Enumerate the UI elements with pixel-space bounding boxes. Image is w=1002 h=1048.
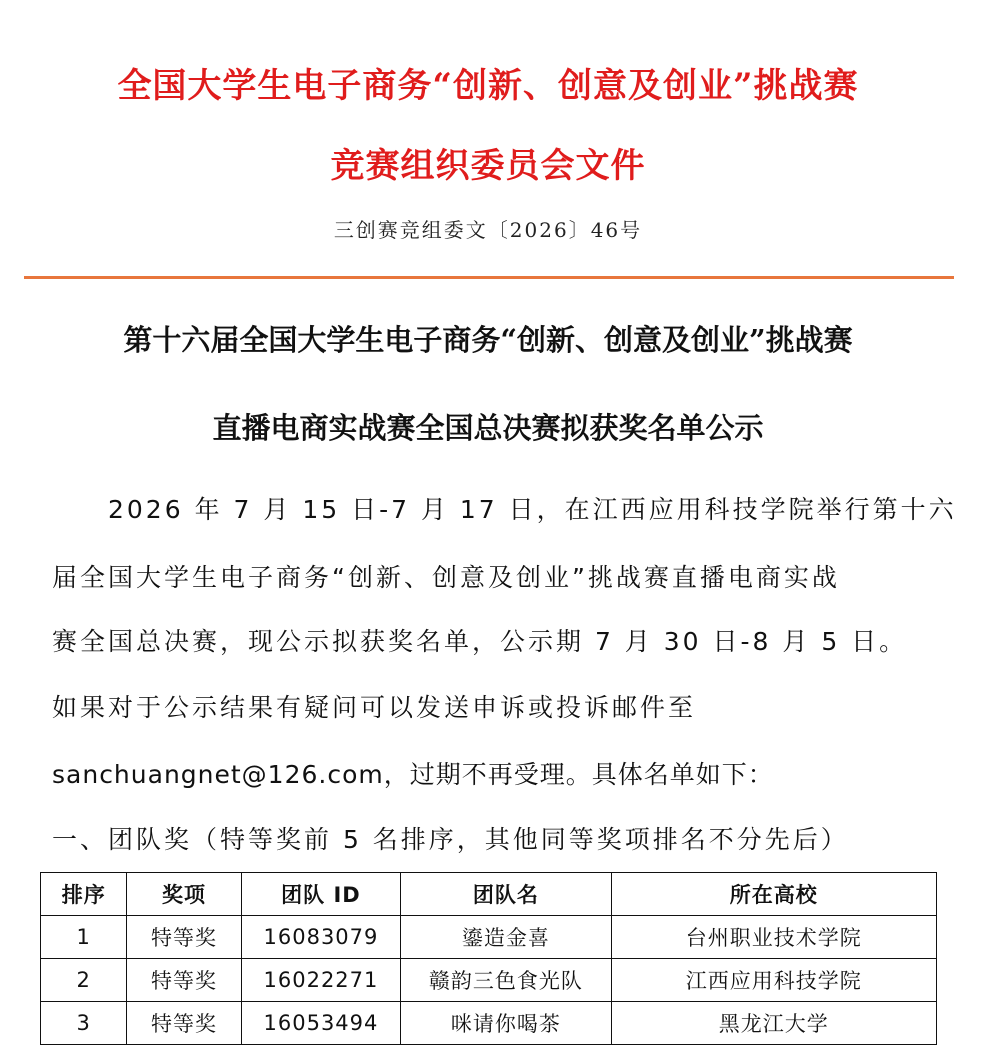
- header-team-id: 团队 ID: [241, 873, 401, 916]
- body-text-line: 2026 年 7 月 15 日-7 月 17 日，在江西应用科技学院举行第十六: [108, 495, 957, 524]
- cell-school: 江西应用科技学院: [611, 959, 936, 1002]
- header-rank: 排序: [41, 873, 127, 916]
- cell-school: 台州职业技术学院: [611, 916, 936, 959]
- body-text-line: 如果对于公示结果有疑问可以发送申诉或投诉邮件至: [52, 693, 697, 722]
- cell-team-name: 咪请你喝茶: [401, 1002, 611, 1045]
- table-row: [41, 916, 937, 959]
- body-text-line: 赛全国总决赛，现公示拟获奖名单，公示期 7 月 30 日-8 月 5 日。: [52, 627, 908, 656]
- awards-table: [40, 872, 937, 1045]
- cell-team-id: 16022271: [241, 959, 401, 1002]
- cell-team-id: 16053494: [241, 1002, 401, 1045]
- cell-award: 特等奖: [127, 959, 241, 1002]
- header-award: 奖项: [127, 873, 241, 916]
- cell-award: 特等奖: [127, 916, 241, 959]
- section-heading: 一、团队奖（特等奖前 5 名排序，其他同等奖项排名不分先后）: [52, 825, 849, 854]
- cell-rank: 3: [41, 1002, 127, 1045]
- header-team-name: 团队名: [401, 873, 611, 916]
- body-text-line-email: sanchuangnet@126.com，过期不再受理。具体名单如下：: [52, 760, 774, 789]
- notice-title-line1: 第十六届全国大学生电子商务“创新、创意及创业”挑战赛: [123, 323, 853, 357]
- header-school: 所在高校: [611, 873, 936, 916]
- table-header-row: [41, 873, 937, 916]
- notice-title-line2: 直播电商实战赛全国总决赛拟获奖名单公示: [212, 411, 764, 445]
- cell-team-name: 赣韵三色食光队: [401, 959, 611, 1002]
- document-number: 三创赛竞组委文〔2026〕46号: [333, 218, 643, 242]
- table-row: [41, 1002, 937, 1045]
- cell-rank: 2: [41, 959, 127, 1002]
- body-text-line: 届全国大学生电子商务“创新、创意及创业”挑战赛直播电商实战: [52, 563, 840, 592]
- organizer-title-line2: 竞赛组织委员会文件: [330, 146, 646, 186]
- cell-award: 特等奖: [127, 1002, 241, 1045]
- cell-school: 黑龙江大学: [611, 1002, 936, 1045]
- table-row: [41, 959, 937, 1002]
- organizer-title-line1: 全国大学生电子商务“创新、创意及创业”挑战赛: [117, 66, 859, 106]
- cell-rank: 1: [41, 916, 127, 959]
- cell-team-name: 鎏造金喜: [401, 916, 611, 959]
- cell-team-id: 16083079: [241, 916, 401, 959]
- header-divider: [24, 276, 954, 279]
